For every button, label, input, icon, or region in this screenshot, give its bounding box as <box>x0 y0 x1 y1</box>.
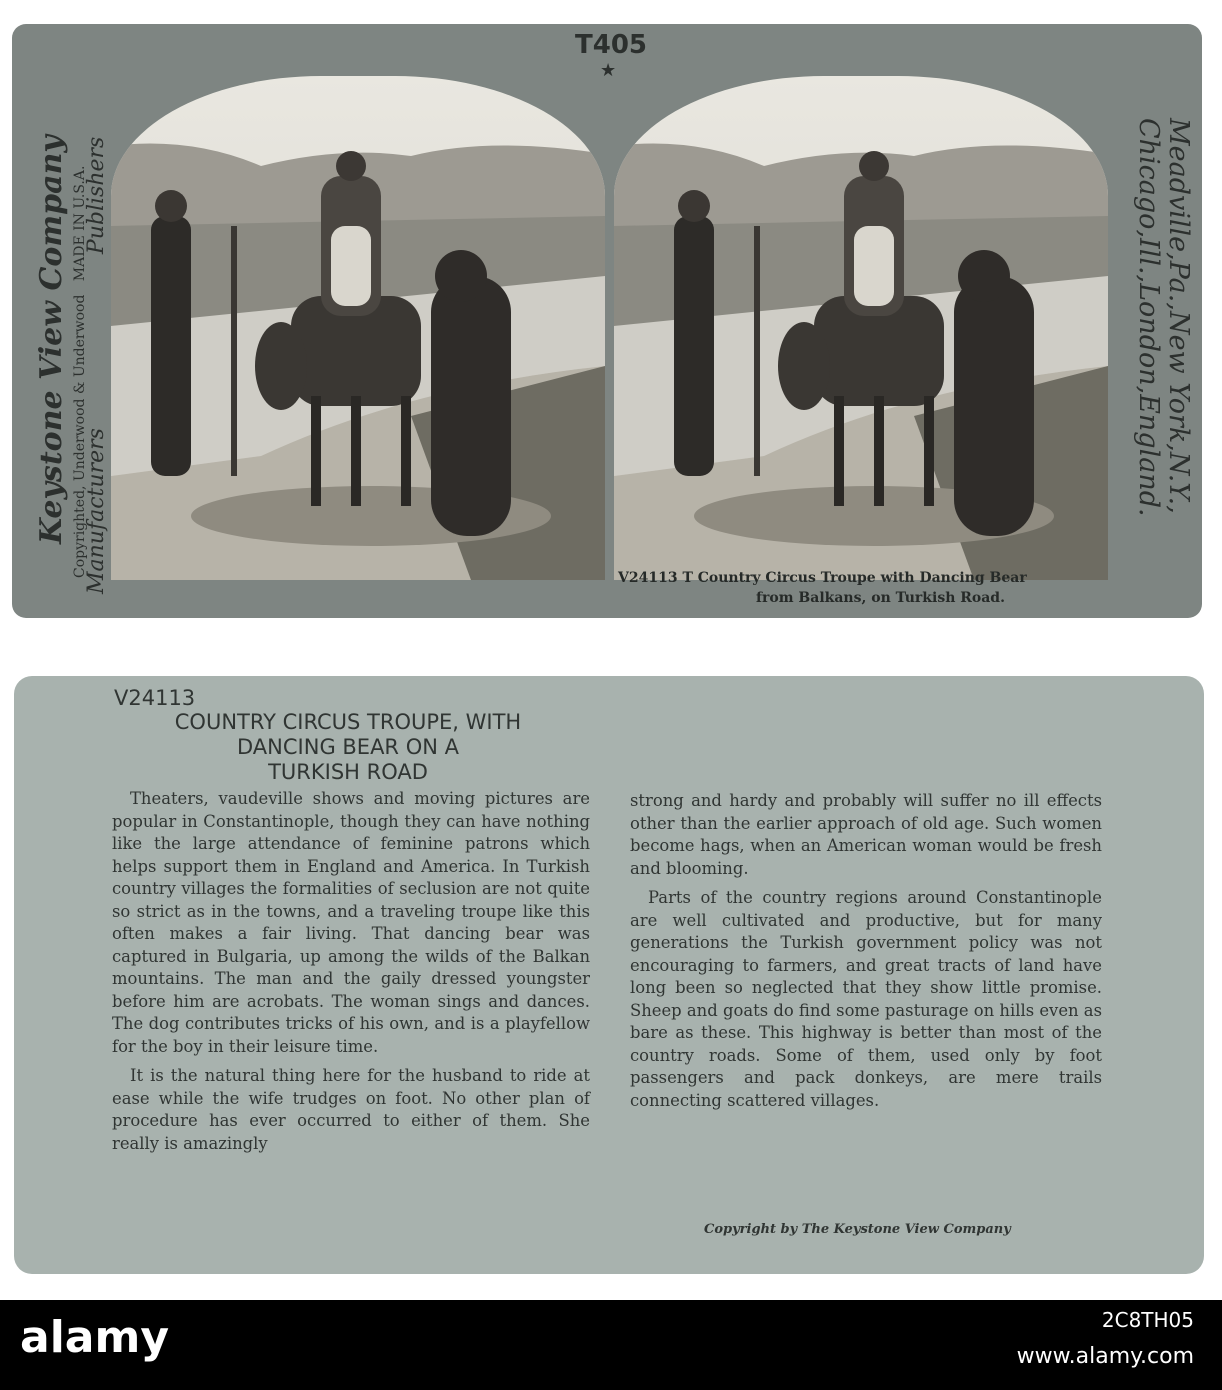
back-copyright: Copyright by The Keystone View Company <box>704 1222 1011 1237</box>
paragraph: strong and hardy and probably will suffer no ill effects other than the earlier approach of old age. Such women become hags, when an American woman would be fresh and blooming. <box>630 791 1102 878</box>
role-manufacturers: Manufacturers <box>84 428 109 594</box>
title-line-3: TURKISH ROAD <box>268 760 428 784</box>
image-id: 2C8TH05 <box>1101 1308 1194 1332</box>
title-line-1: COUNTRY CIRCUS TROUPE, WITH <box>174 710 522 734</box>
front-caption-line-1: V24113 T Country Circus Troupe with Dancing Bear <box>618 570 1027 586</box>
text-column-left <box>112 788 590 1162</box>
role-publishers: Publishers <box>84 136 109 255</box>
paragraph: Theaters, vaudeville shows and moving pictures are popular in Constantinople, though they can have nothing like the large attendance of feminine patrons which helps support them in England and America. In Turkish country villages the formalities of seclusion are not quite so strict as in the towns, and a traveling troupe like this often makes a fair living. That dancing bear was captured in Bulgaria, up among the wilds of the Balkan mountains. The man and the gaily dressed youngster before him are acrobats. The woman sings and dances. The dog contributes tricks of his own, and is a playfellow for the boy in their leisure time. <box>112 789 590 1056</box>
text-column-right <box>630 790 1102 1119</box>
copyright-line: Copyrighted, Underwood & Underwood <box>72 294 88 578</box>
stereo-photo-right <box>614 76 1108 580</box>
back-code: V24113 <box>114 686 196 710</box>
stereoview-front-card <box>12 24 1202 618</box>
locations-line-1: Meadville,Pa.,New York,N.Y., <box>1163 118 1194 514</box>
made-in-line: MADE IN U.S.A. <box>72 165 88 282</box>
paragraph: Parts of the country regions around Constantinople are well cultivated and productive, but for many generations the Turkish government policy was not encouraging to farmers, and great tracts of land have long been so neglected that they show little promise. Sheep and goats do find some pasturage on hills even as bare as these. This highway is better than most of the country roads. Some of them, used only by foot passengers and pack donkeys, are mere trails connecting scattered villages. <box>630 888 1102 1110</box>
publisher-locations <box>1134 118 1194 588</box>
paragraph: It is the natural thing here for the husband to ride at ease while the wife trudges on foot. No other plan of procedure has ever occurred to either of them. She really is amazingly <box>112 1066 590 1153</box>
stereoview-back-card <box>14 676 1204 1274</box>
watermark-url: www.alamy.com <box>1016 1344 1194 1369</box>
watermark-bar <box>0 1300 1222 1390</box>
company-name: Keystone View Company <box>34 135 69 544</box>
title-line-2: DANCING BEAR ON A <box>237 735 459 759</box>
stereo-photo-left <box>111 76 605 580</box>
star-icon: ★ <box>600 60 617 81</box>
alamy-logo: alamy <box>20 1312 169 1363</box>
locations-line-2: Chicago,Ill.,London,England. <box>1133 118 1164 517</box>
front-caption-line-2: from Balkans, on Turkish Road. <box>756 590 1005 606</box>
card-code: T405 <box>575 30 648 60</box>
back-title <box>118 710 578 785</box>
publisher-imprint <box>32 44 112 594</box>
roles-line <box>84 137 109 594</box>
